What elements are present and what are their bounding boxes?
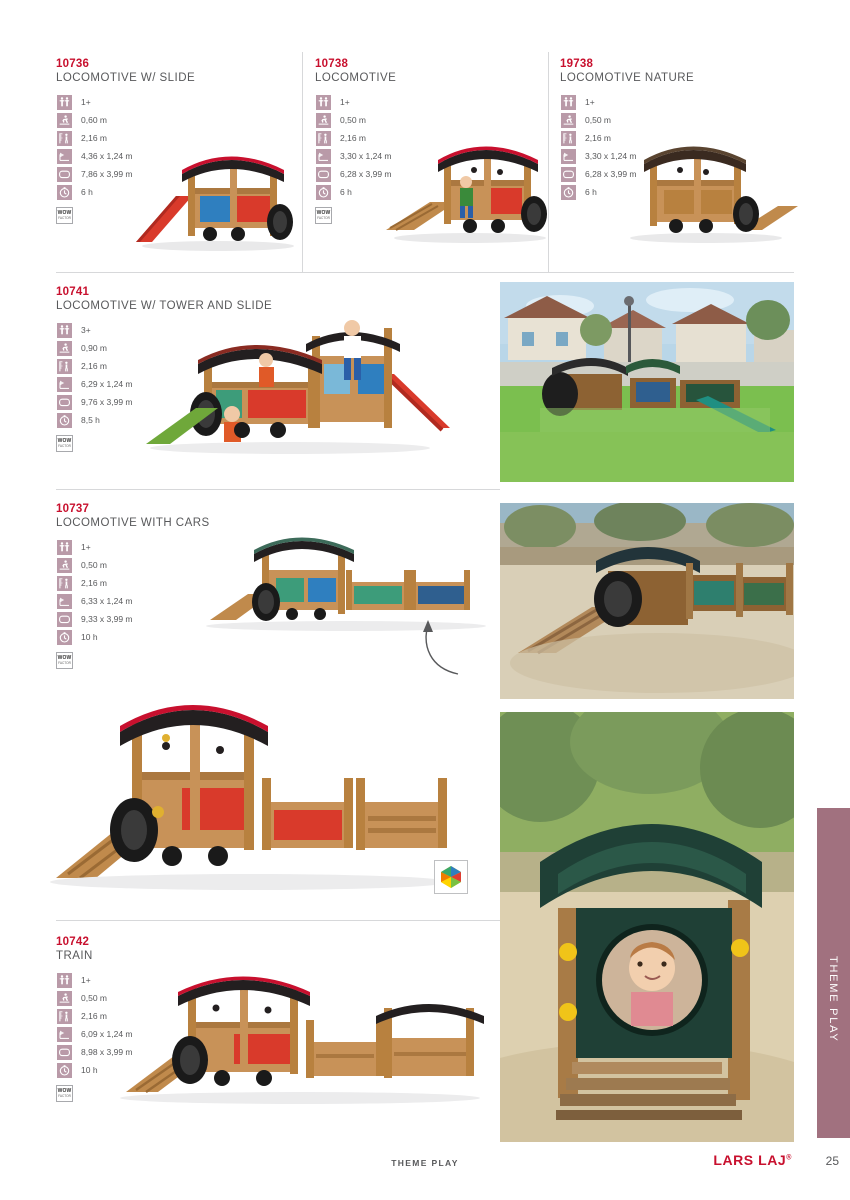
spec-value: 2,16 m (585, 133, 611, 143)
fall-height-icon (56, 112, 73, 129)
install-time-icon (56, 629, 73, 646)
dimensions-icon (315, 148, 332, 165)
spec-value: 3,30 x 1,24 m (340, 151, 392, 161)
product-name: LOCOMOTIVE (315, 72, 397, 84)
spec-value: 1+ (585, 97, 595, 107)
spec-value: 3,30 x 1,24 m (585, 151, 637, 161)
product-name: LOCOMOTIVE WITH CARS (56, 517, 210, 529)
wow-label: WOW (57, 209, 72, 216)
product-name: TRAIN (56, 950, 93, 962)
safety-area-icon (315, 166, 332, 183)
user-height-icon (315, 130, 332, 147)
wow-factor-badge (56, 435, 73, 452)
spec-value: 8,98 x 3,99 m (81, 1047, 133, 1057)
user-height-icon (56, 130, 73, 147)
product-code: 19738 (560, 58, 594, 70)
product-illustration-10736 (118, 130, 298, 258)
spec-value: 6,33 x 1,24 m (81, 596, 133, 606)
dimensions-icon (56, 593, 73, 610)
safety-area-icon (560, 166, 577, 183)
spec-value: 6,28 x 3,99 m (585, 169, 637, 179)
age-icon (56, 539, 73, 556)
spec-value: 6,29 x 1,24 m (81, 379, 133, 389)
age-icon (315, 94, 332, 111)
section-tab-label: THEME PLAY (827, 956, 839, 1043)
spec-value: 6,28 x 3,99 m (340, 169, 392, 179)
safety-area-icon (56, 166, 73, 183)
footer-title: THEME PLAY (391, 1158, 459, 1168)
install-time-icon (56, 184, 73, 201)
brand-mark: ® (786, 1154, 792, 1162)
spec-value: 6,09 x 1,24 m (81, 1029, 133, 1039)
spec-value: 7,86 x 3,99 m (81, 169, 133, 179)
user-height-icon (56, 1008, 73, 1025)
spec-value: 1+ (340, 97, 350, 107)
spec-value: 2,16 m (340, 133, 366, 143)
wow-label: WOW (57, 1087, 72, 1094)
spec-value: 1+ (81, 975, 91, 985)
user-height-icon (560, 130, 577, 147)
spec-value: 0,90 m (81, 343, 107, 353)
spec-value: 8,5 h (81, 415, 100, 425)
dimensions-icon (56, 1026, 73, 1043)
color-options-icon (434, 860, 468, 894)
product-code: 10742 (56, 936, 90, 948)
wow-sub: FACTOR (58, 215, 71, 220)
spec-value: 4,36 x 1,24 m (81, 151, 133, 161)
spec-value: 0,50 m (340, 115, 366, 125)
spec-value: 2,16 m (81, 1011, 107, 1021)
divider (56, 920, 500, 921)
age-icon (560, 94, 577, 111)
divider (56, 272, 794, 273)
fall-height-icon (56, 557, 73, 574)
spec-value: 1+ (81, 97, 91, 107)
spec-value: 6 h (585, 187, 597, 197)
wow-label: WOW (57, 437, 72, 444)
fall-height-icon (560, 112, 577, 129)
spec-value: 2,16 m (81, 361, 107, 371)
spec-value: 2,16 m (81, 578, 107, 588)
install-time-icon (56, 1062, 73, 1079)
spec-value: 0,50 m (81, 560, 107, 570)
product-illustration-19738 (620, 118, 800, 258)
wow-factor-badge (315, 207, 332, 224)
product-illustration-10737-large (40, 660, 460, 910)
spec-value: 2,16 m (81, 133, 107, 143)
age-icon (56, 322, 73, 339)
spec-age (560, 93, 790, 111)
spec-value: 9,76 x 3,99 m (81, 397, 133, 407)
product-illustration-10741 (120, 296, 480, 476)
wow-sub: FACTOR (58, 660, 71, 665)
safety-area-icon (56, 1044, 73, 1061)
product-code: 10741 (56, 286, 90, 298)
safety-area-icon (56, 394, 73, 411)
wow-sub: FACTOR (58, 443, 71, 448)
product-photo-10737 (500, 503, 794, 699)
divider (302, 52, 303, 272)
age-icon (56, 94, 73, 111)
spec-value: 1+ (81, 542, 91, 552)
spec-value: 10 h (81, 632, 98, 642)
page-number: 25 (825, 1154, 839, 1168)
brand-logo (713, 1152, 792, 1168)
product-code: 10736 (56, 58, 90, 70)
brand-name: LARS LAJ (713, 1152, 787, 1168)
spec-age (315, 93, 545, 111)
spec-value: 9,33 x 3,99 m (81, 614, 133, 624)
divider (56, 489, 500, 490)
dimensions-icon (560, 148, 577, 165)
spec-value: 3+ (81, 325, 91, 335)
install-time-icon (560, 184, 577, 201)
product-photo-10741 (500, 282, 794, 482)
product-name: LOCOMOTIVE NATURE (560, 72, 695, 84)
safety-area-icon (56, 611, 73, 628)
fall-height-icon (56, 340, 73, 357)
spec-value: 6 h (340, 187, 352, 197)
product-illustration-10742 (110, 946, 490, 1116)
spec-value: 10 h (81, 1065, 98, 1075)
wow-factor-badge (56, 207, 73, 224)
product-name: LOCOMOTIVE W/ TOWER AND SLIDE (56, 300, 273, 312)
product-code: 10737 (56, 503, 90, 515)
fall-height-icon (56, 990, 73, 1007)
pointer-arrow (414, 612, 474, 682)
install-time-icon (56, 412, 73, 429)
product-illustration-10738 (370, 118, 550, 258)
spec-value: 0,60 m (81, 115, 107, 125)
spec-fall-height (56, 111, 296, 129)
spec-value: 0,50 m (81, 993, 107, 1003)
product-name: LOCOMOTIVE W/ SLIDE (56, 72, 196, 84)
user-height-icon (56, 575, 73, 592)
section-tab (817, 808, 850, 1138)
spec-age (56, 93, 296, 111)
age-icon (56, 972, 73, 989)
dimensions-icon (56, 376, 73, 393)
user-height-icon (56, 358, 73, 375)
wow-label: WOW (316, 209, 331, 216)
spec-value: 0,50 m (585, 115, 611, 125)
wow-sub: FACTOR (58, 1093, 71, 1098)
wow-sub: FACTOR (317, 215, 330, 220)
dimensions-icon (56, 148, 73, 165)
install-time-icon (315, 184, 332, 201)
wow-label: WOW (57, 654, 72, 661)
wow-factor-badge (56, 1085, 73, 1102)
spec-value: 6 h (81, 187, 93, 197)
fall-height-icon (315, 112, 332, 129)
product-photo-10742 (500, 712, 794, 1142)
product-code: 10738 (315, 58, 349, 70)
